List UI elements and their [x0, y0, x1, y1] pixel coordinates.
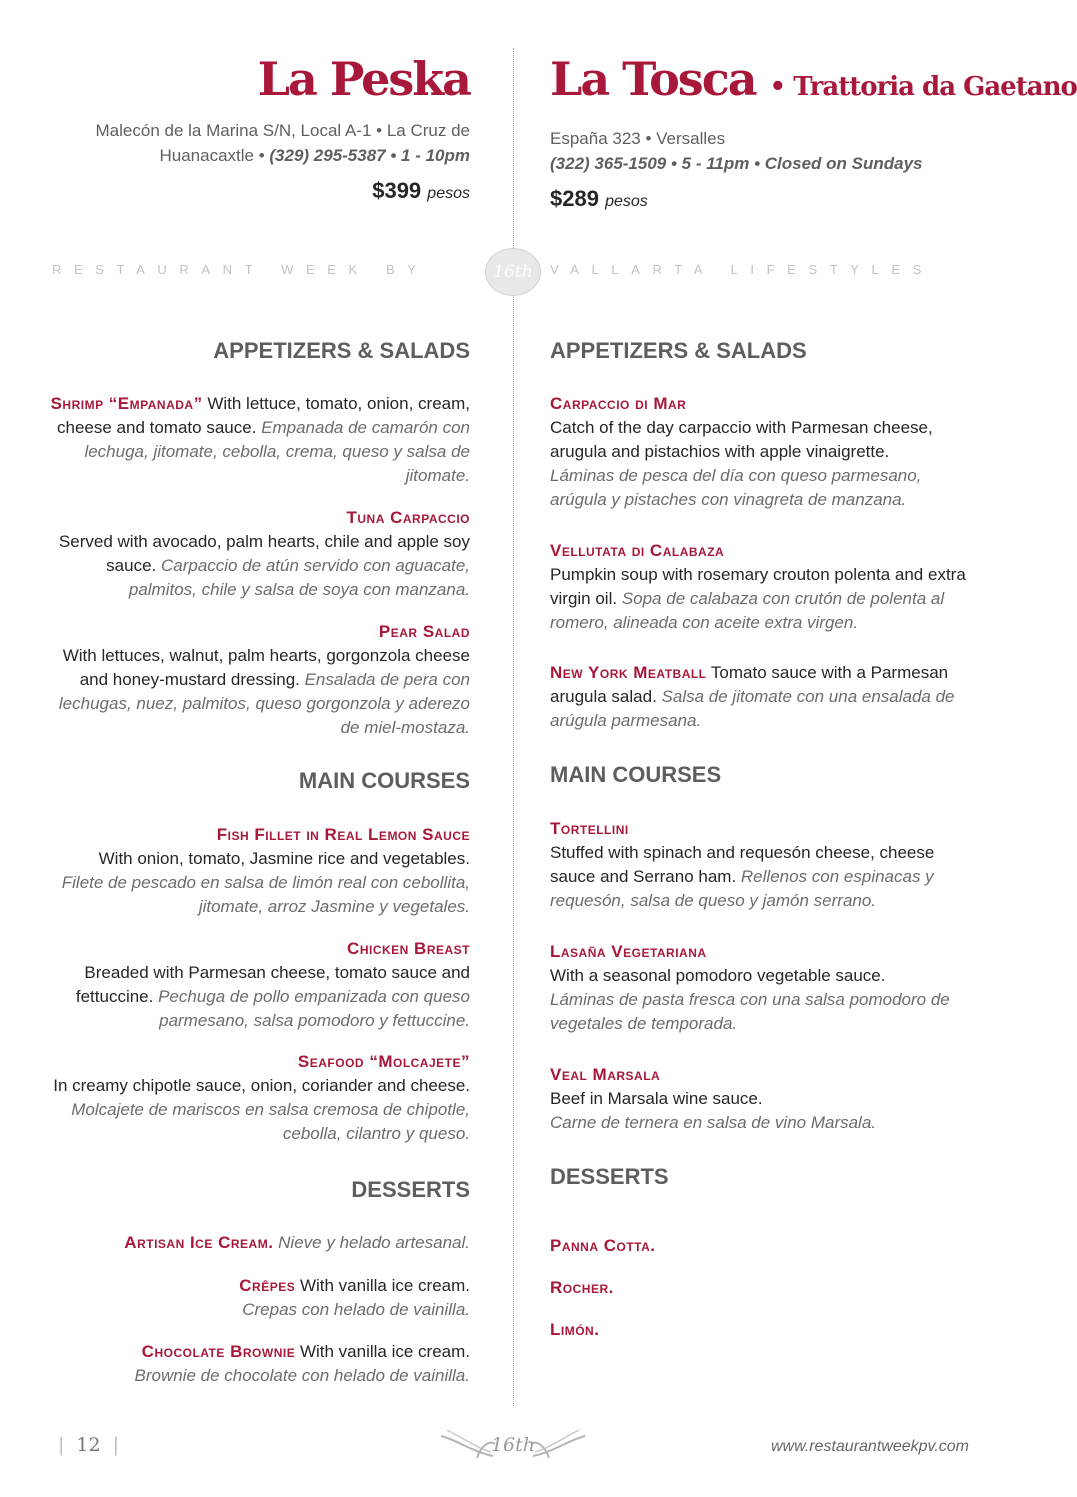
- footer-edition: 16th: [490, 1434, 536, 1456]
- menu-item: [48, 1274, 470, 1322]
- dish-description: Breaded with Parmesan cheese, tomato sauce and fettuccine.: [75, 963, 470, 1006]
- dish-description-es: Láminas de pasta fresca con una salsa pomodoro de vegetales de temporada.: [550, 990, 950, 1033]
- dish-description-es: Crepas con helado de vainilla.: [242, 1300, 470, 1319]
- banner-left-text: RESTAURANT WEEK BY: [52, 262, 429, 277]
- right-phone-hours: (322) 365-1509 • 5 - 11pm • Closed on Sundays: [550, 154, 923, 173]
- left-menu: [48, 0, 470, 1420]
- dish-description: With vanilla ice cream.: [295, 1276, 470, 1295]
- right-appetizers-heading: APPETIZERS & SALADS: [550, 338, 807, 363]
- dish-description-es: Nieve y helado artesanal.: [278, 1233, 470, 1252]
- page-footer: [0, 1420, 1041, 1480]
- right-restaurant-title: La Tosca: [550, 52, 756, 106]
- dish-description: Served with avocado, palm hearts, chile and apple soy sauce.: [58, 532, 470, 575]
- menu-item: [48, 1340, 470, 1388]
- dish-description-es: Filete de pescado en salsa de limón real con cebollita, jitomate, arroz Jasmine y vegetales.: [61, 873, 470, 916]
- right-address-line1: España 323 • Versalles: [550, 129, 726, 148]
- dish-description: Catch of the day carpaccio with Parmesan cheese, arugula and pistachios with apple vinaigrette.: [550, 418, 933, 461]
- left-appetizers-heading: APPETIZERS & SALADS: [213, 338, 470, 363]
- dish-description-es: Molcajete de mariscos en salsa cremosa de chipotle, cebolla, cilantro y queso.: [71, 1100, 470, 1143]
- left-restaurant-name: La Peska: [257, 52, 470, 106]
- dish-name: Tortellini: [550, 819, 629, 838]
- left-phone-hours: (329) 295-5387 • 1 - 10pm: [269, 146, 470, 165]
- dish-name: Veal Marsala: [550, 1065, 661, 1084]
- dish-description: In creamy chipotle sauce, onion, coriander and cheese.: [53, 1076, 470, 1095]
- menu-item: [48, 506, 470, 602]
- dish-name: Lasaña Vegetariana: [550, 942, 707, 961]
- menu-item: [550, 940, 980, 1036]
- left-address-town: Huanacaxtle •: [159, 146, 270, 165]
- dish-description: Pumpkin soup with rosemary crouton polenta and extra virgin oil.: [550, 565, 966, 608]
- dish-description: Stuffed with spinach and requesón cheese, cheese sauce and Serrano ham.: [550, 843, 935, 886]
- dish-description-es: Sopa de calabaza con crutón de polenta al romero, alineada con aceite extra virgen.: [550, 589, 945, 632]
- dish-description-es: Carne de ternera en salsa de vino Marsala.: [550, 1113, 877, 1132]
- right-mains-heading: MAIN COURSES: [550, 762, 722, 787]
- right-price-amount: $289: [550, 186, 599, 211]
- left-address-line1: Malecón de la Marina S/N, Local A-1 • La Cruz de: [95, 121, 470, 140]
- menu-item: [550, 1063, 980, 1135]
- left-mains-heading: MAIN COURSES: [298, 768, 470, 793]
- menu-item: [48, 1050, 470, 1146]
- dish-name: Crêpes: [239, 1276, 296, 1295]
- right-menu: [550, 0, 990, 1420]
- menu-item: [550, 392, 980, 512]
- right-restaurant-subtitle: • Trattoria da Gaetano: [769, 72, 1077, 102]
- ornament-flourish-icon: [437, 1422, 589, 1466]
- dish-name: Vellutata di Calabaza: [550, 541, 725, 560]
- page-number: | 12 |: [58, 1434, 119, 1456]
- menu-item: [550, 1318, 980, 1342]
- menu-item: [48, 1231, 470, 1255]
- dish-description-es: Brownie de chocolate con helado de vainilla.: [134, 1366, 470, 1385]
- dish-description: With onion, tomato, Jasmine rice and vegetables.: [98, 849, 470, 868]
- menu-item: [550, 661, 980, 733]
- menu-item: [48, 620, 470, 740]
- menu-item: [48, 392, 470, 488]
- left-desserts-heading: DESSERTS: [351, 1177, 470, 1202]
- dish-name: Carpaccio di Mar: [550, 394, 687, 413]
- right-desserts-heading: DESSERTS: [550, 1164, 669, 1189]
- dish-name: Panna Cotta.: [550, 1236, 656, 1255]
- dish-name: Shrimp “Empanada”: [50, 394, 203, 413]
- dish-description: Beef in Marsala wine sauce.: [550, 1089, 763, 1108]
- page-number-value: 12: [76, 1434, 101, 1456]
- dish-description-es: Pechuga de pollo empanizada con queso parmesano, salsa pomodoro y fettuccine.: [158, 987, 470, 1030]
- dish-name: Rocher.: [550, 1278, 614, 1297]
- left-price-amount: $399: [372, 178, 422, 203]
- menu-item: [550, 1234, 980, 1258]
- dish-description-es: Rellenos con espinacas y requesón, salsa de queso y jamón serrano.: [550, 867, 934, 910]
- edition-badge: 16th: [485, 248, 541, 296]
- menu-item: [550, 817, 980, 913]
- dish-name: Seafood “Molcajete”: [297, 1052, 470, 1071]
- menu-item: [48, 823, 470, 919]
- dish-description: With lettuces, walnut, palm hearts, gorgonzola cheese and honey-mustard dressing.: [62, 646, 470, 689]
- left-price-unit: pesos: [427, 185, 470, 202]
- dish-description: With a seasonal pomodoro vegetable sauce.: [550, 966, 886, 985]
- dish-name: Limón.: [550, 1320, 600, 1339]
- dish-description-es: Empanada de camarón con lechuga, jitomate, cebolla, crema, queso y salsa de jitomate.: [84, 418, 470, 485]
- menu-item: [550, 539, 980, 635]
- dish-description: Tomato sauce with a Parmesan arugula salad.: [550, 663, 949, 706]
- dish-description-es: Salsa de jitomate con una ensalada de arúgula parmesana.: [550, 687, 955, 730]
- dish-description-es: Láminas de pesca del día con queso parmesano, arúgula y pistaches con vinagreta de manzana.: [550, 466, 922, 509]
- website-url: www.restaurantweekpv.com: [771, 1438, 969, 1455]
- dish-name: Pear Salad: [378, 622, 470, 641]
- dish-description: With vanilla ice cream.: [295, 1342, 470, 1361]
- dish-name: Tuna Carpaccio: [346, 508, 470, 527]
- dish-description: With lettuce, tomato, onion, cream, cheese and tomato sauce.: [57, 394, 470, 437]
- dish-name: Chicken Breast: [347, 939, 470, 958]
- right-price-unit: pesos: [605, 193, 648, 210]
- banner-right-text: VALLARTA LIFESTYLES: [550, 262, 934, 277]
- dish-name: Fish Fillet in Real Lemon Sauce: [216, 825, 470, 844]
- dish-name: New York Meatball: [550, 663, 707, 682]
- dish-description-es: Carpaccio de atún servido con aguacate, palmitos, chile y salsa de soya con manzana.: [128, 556, 470, 599]
- dish-description-es: Ensalada de pera con lechugas, nuez, palmitos, queso gorgonzola y aderezo de miel-mostaza.: [58, 670, 470, 737]
- menu-item: [550, 1276, 980, 1300]
- menu-item: [48, 937, 470, 1033]
- dish-name: Artisan Ice Cream.: [124, 1233, 274, 1252]
- dish-name: Chocolate Brownie: [141, 1342, 296, 1361]
